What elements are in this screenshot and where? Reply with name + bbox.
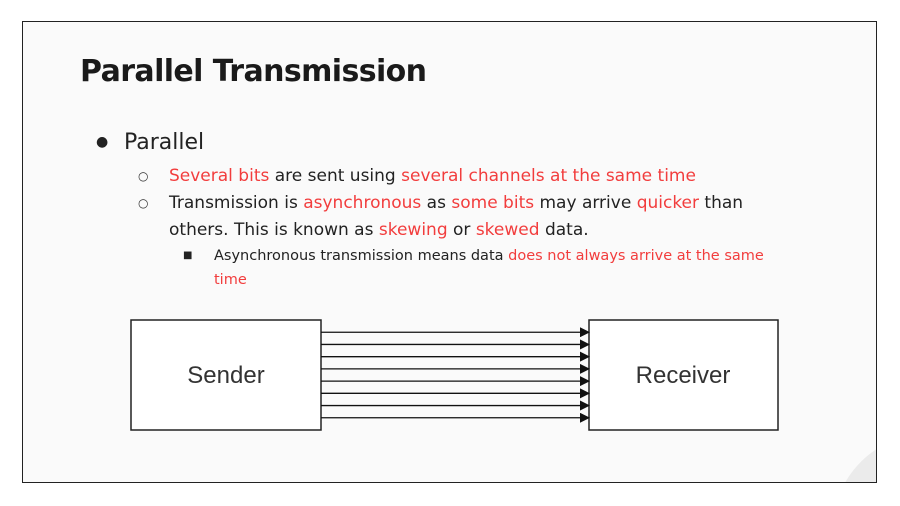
parallel-transmission-diagram (128, 310, 788, 445)
text-run: asynchronous (303, 193, 422, 213)
text-run: may arrive (534, 193, 637, 213)
text-run: skewed (475, 220, 540, 240)
text-run: than (699, 193, 744, 213)
sender-label: Sender (187, 362, 265, 389)
text-run: skewing (378, 220, 448, 240)
channel-group (321, 332, 589, 418)
text-run: are sent using (269, 166, 402, 186)
square-bullet-icon: ■ (183, 250, 193, 261)
slide-title: Parallel Transmission (80, 54, 427, 89)
text-run: others. This is known as (169, 220, 379, 240)
hollow-circle-bullet-icon: ○ (138, 196, 149, 210)
bullet-dot-icon: ● (96, 134, 109, 150)
text-run: time (214, 272, 247, 288)
text-line (169, 190, 769, 217)
subbullet-text (169, 163, 769, 190)
subbullet-text (169, 190, 769, 244)
text-run: several channels at the same time (401, 166, 696, 186)
text-run: Transmission is (169, 193, 304, 213)
bullet-label: Parallel (124, 130, 205, 155)
hollow-circle-bullet-icon: ○ (138, 169, 149, 183)
text-line (214, 244, 814, 268)
text-run: Several bits (169, 166, 270, 186)
text-line (214, 268, 814, 292)
text-run: some bits (451, 193, 535, 213)
text-run: does not always arrive at the same (508, 248, 764, 264)
text-run: data. (539, 220, 589, 240)
subsub-text (214, 244, 814, 292)
text-line (169, 217, 769, 244)
text-run: quicker (636, 193, 700, 213)
text-run: as (421, 193, 452, 213)
receiver-label: Receiver (635, 362, 731, 389)
decorative-circle (833, 434, 877, 483)
text-run: or (447, 220, 476, 240)
text-run: Asynchronous transmission means data (214, 248, 509, 264)
